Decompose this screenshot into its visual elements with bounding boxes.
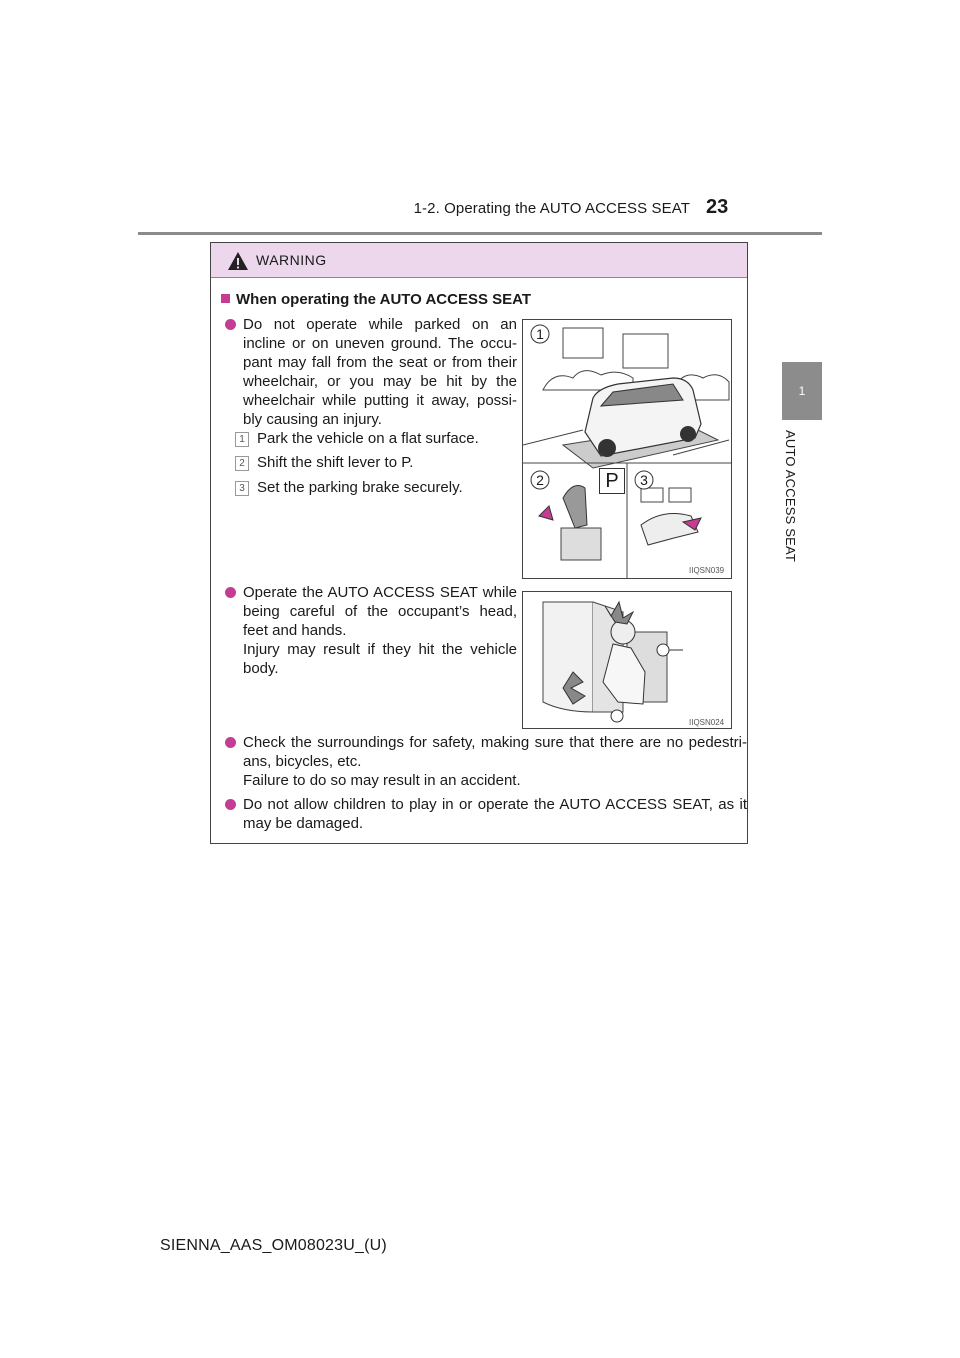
illustration-code: IIQSN039 (689, 566, 725, 575)
document-id: SIENNA_AAS_OM08023U_(U) (160, 1237, 387, 1254)
step-number: 1 (235, 432, 249, 447)
step-1 (235, 430, 479, 447)
chapter-title: AUTO ACCESS SEAT (783, 430, 798, 563)
bullet-dot-icon (225, 319, 236, 330)
step-text: Set the parking brake securely. (257, 479, 463, 496)
occupant-illustration (522, 591, 732, 729)
step-text: Park the vehicle on a flat surface. (257, 430, 479, 447)
bullet-text: Do not allow children to play in or operate the AUTO ACCESS SEAT, as it may be damaged. (243, 796, 747, 832)
warning-triangle-icon (227, 251, 249, 271)
bullet-text: Check the surroundings for safety, making sure that there are no pedestri-ans, bicycles, etc. Failure to do so may result in an accident. (243, 734, 747, 789)
occupant-seat-drawing (523, 592, 731, 728)
step-number: 2 (235, 456, 249, 471)
shift-position-p: P (599, 468, 625, 494)
warning-label: WARNING (256, 252, 327, 268)
warning-box (210, 242, 748, 844)
parking-illustration (522, 319, 732, 579)
callout-2: 2 (536, 472, 544, 488)
bullet-incline (225, 315, 517, 429)
parked-van-drawing (523, 320, 731, 578)
bullet-occupant-care (225, 583, 517, 678)
bullet-dot-icon (225, 799, 236, 810)
warning-subheading (221, 291, 531, 308)
bullet-dot-icon (225, 737, 236, 748)
page-number: 23 (706, 196, 729, 218)
warning-header (211, 243, 747, 278)
step-number: 3 (235, 481, 249, 496)
step-2 (235, 454, 413, 471)
chapter-tab[interactable]: 1 (782, 362, 822, 420)
bullet-children (225, 795, 747, 833)
bullet-dot-icon (225, 587, 236, 598)
subheading-text: When operating the AUTO ACCESS SEAT (236, 291, 532, 308)
callout-3: 3 (640, 472, 648, 488)
bullet-text: Operate the AUTO ACCESS SEAT while being careful of the occupant’s head, feet and hands. Injury may result if they hit the vehicle body. (243, 584, 517, 677)
step-text: Shift the shift lever to P. (257, 454, 414, 471)
square-bullet-icon (221, 294, 230, 303)
header-rule (138, 232, 822, 235)
callout-1: 1 (536, 326, 544, 342)
bullet-text: Do not operate while parked on an incline or on uneven ground. The occu-pant may fall from the seat or from their wheelchair, or you may be hit by the wheelchair while putting it away, possi-bly causing an injury. (243, 316, 517, 428)
bullet-surroundings (225, 733, 747, 790)
illustration-code: IIQSN024 (689, 718, 725, 727)
section-title: 1-2. Operating the AUTO ACCESS SEAT (413, 200, 690, 217)
step-3 (235, 479, 463, 496)
